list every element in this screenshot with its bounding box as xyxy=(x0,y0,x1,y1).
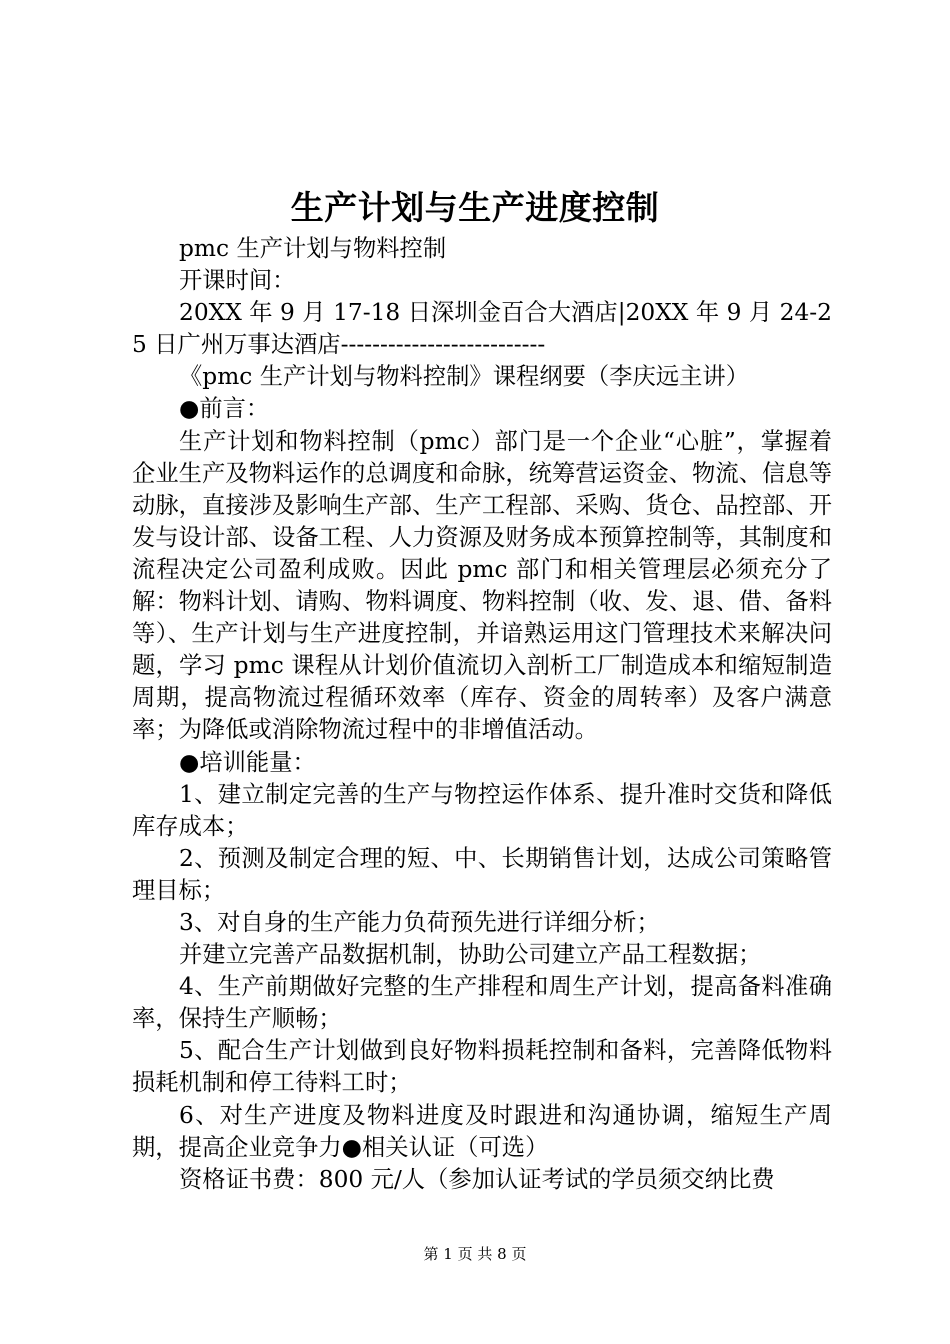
paragraph-schedule-label: 开课时间： xyxy=(179,267,296,295)
paragraph-list-item-2: 2、预测及制定合理的短、中、长期销售计划，达成公司策略管理目标； xyxy=(132,844,832,904)
paragraph-syllabus-title: 《pmc 生产计划与物料控制》课程纲要（李庆远主讲） xyxy=(179,363,749,391)
paragraph-schedule-dates: 20XX 年 9 月 17-18 日深圳金百合大酒店|20XX 年 9 月 24-25 日广州万事达酒店-------------------------- xyxy=(132,299,832,359)
paragraph-preface-heading: ●前言： xyxy=(179,395,270,423)
paragraph-list-item-1: 1、建立制定完善的生产与物控运作体系、提升准时交货和降低库存成本； xyxy=(132,780,832,840)
paragraph-list-item-3: 3、对自身的生产能力负荷预先进行详细分析； xyxy=(179,908,660,936)
paragraph-certificate-fee: 资格证书费：800 元/人（参加认证考试的学员须交纳比费 xyxy=(179,1165,775,1193)
paragraph-list-item-5: 5、配合生产计划做到良好物料损耗控制和备料，完善降低物料损耗机制和停工待料工时； xyxy=(132,1037,832,1097)
paragraph-list-item-4: 4、生产前期做好完整的生产排程和周生产计划，提高备料准确率，保持生产顺畅； xyxy=(132,973,832,1033)
paragraph-list-item-3-cont: 并建立完善产品数据机制，协助公司建立产品工程数据； xyxy=(179,941,762,969)
paragraph-list-item-6: 6、对生产进度及物料进度及时跟进和沟通协调，缩短生产周期，提高企业竞争力●相关认证（可选） xyxy=(132,1101,832,1161)
paragraph-course-name: pmc 生产计划与物料控制 xyxy=(179,235,447,262)
page-footer: 第 1 页 共 8 页 xyxy=(423,1245,527,1263)
document-body xyxy=(132,233,832,1196)
paragraph-training-heading: ●培训能量： xyxy=(179,748,316,776)
paragraph-preface-body: 生产计划和物料控制（pmc）部门是一个企业“心脏”，掌握着企业生产及物料运作的总调度和命脉，统筹营运资金、物流、信息等动脉，直接涉及影响生产部、生产工程部、采购、货仓、品控部、开发与设计部、设备工程、人力资源及财务成本预算控制等，其制度和流程决定公司盈利成败。因此 pmc 部门和相关管理层必须充分了解：物料计划、请购、物料调度、物料控制（收、发、退、借、备料等）、生产计划与生产进度控制，并谙熟运用这门管理技术来解决问题，学习 pmc 课程从计划价值流切入剖析工厂制造成本和缩短制造周期，提高物流过程循环效率（库存、资金的周转率）及客户满意率；为降低或消除物流过程中的非增值活动。 xyxy=(132,427,832,744)
document-title: 生产计划与生产进度控制 xyxy=(290,188,660,227)
